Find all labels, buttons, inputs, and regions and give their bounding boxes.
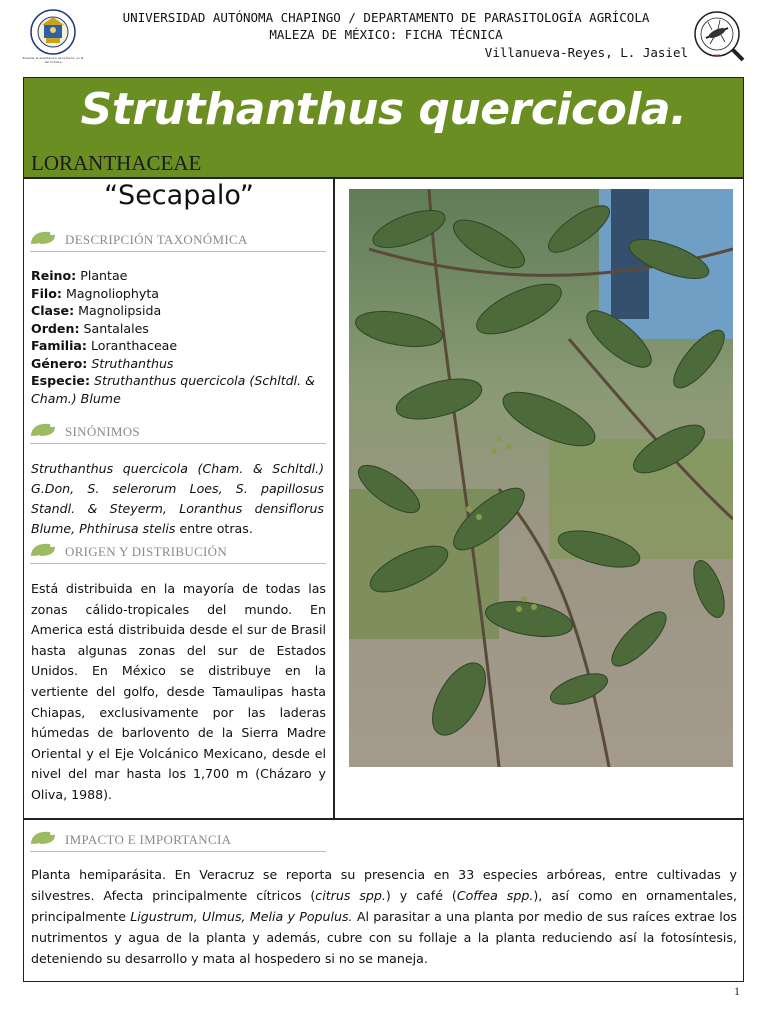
- logo-motto: Enseñar la explotación de la tierra, no la del hombre: [22, 56, 84, 64]
- impact-text-part: ) y café (: [385, 888, 457, 903]
- leaf-icon: [30, 542, 56, 557]
- impact-italic: Coffea spp.: [456, 888, 534, 903]
- origin-heading: [30, 541, 326, 564]
- taxonomy-value: Struthanthus quercicola: [94, 373, 246, 388]
- header-institution: UNIVERSIDAD AUTÓNOMA CHAPINGO / DEPARTAMENTO DE PARASITOLOGÍA AGRÍCOLA: [122, 10, 650, 25]
- leaf-icon: [30, 422, 56, 437]
- scientific-name: Struthanthus quercicola.: [80, 84, 687, 135]
- taxonomy-heading-label: DESCRIPCIÓN TAXONÓMICA: [65, 232, 248, 247]
- taxonomy-label: Familia:: [31, 338, 87, 353]
- taxonomy-label: Orden:: [31, 320, 80, 336]
- svg-text:•••: •••: [713, 53, 721, 57]
- taxonomy-heading: [30, 229, 326, 252]
- leaf-icon: [30, 230, 56, 245]
- parasitology-logo: [688, 8, 750, 66]
- synonyms-heading: [30, 421, 326, 444]
- chapingo-logo: [22, 8, 84, 66]
- leaf-icon: [30, 830, 56, 845]
- taxonomy-row: [31, 372, 327, 390]
- synonyms-list: Struthanthus quercicola (Cham. & Schltdl.) G.Don, S. selerorum Loes, S. papillosus Standl. & Steyerm, Loranthus densiflorus Blume, Phthirusa stelis: [31, 461, 324, 536]
- page-number: 1: [734, 984, 740, 998]
- taxonomy-row: [31, 390, 327, 408]
- taxonomy-label: Especie:: [31, 373, 91, 388]
- origin-heading-label: ORIGEN Y DISTRIBUCIÓN: [65, 544, 228, 559]
- synonyms-text: [31, 459, 324, 539]
- taxonomy-row: [31, 285, 327, 303]
- banner-divider: [24, 177, 743, 179]
- taxonomy-label: Reino:: [31, 268, 77, 283]
- taxonomy-value: Magnolipsida: [78, 303, 162, 318]
- impact-heading: [30, 829, 326, 852]
- synonyms-heading-label: SINÓNIMOS: [65, 424, 140, 439]
- taxonomy-row: [31, 320, 327, 338]
- taxonomy-label: Género:: [31, 355, 88, 371]
- taxonomy-list: [31, 267, 327, 407]
- taxonomy-row: [31, 337, 327, 355]
- taxonomy-label: Filo:: [31, 285, 62, 301]
- common-name: “Secapalo”: [104, 180, 254, 211]
- taxonomy-label: Clase:: [31, 303, 75, 318]
- impact-text-part: Al parasitar a una planta por medio de sus raíces extrae los nutrimentos y agua de la planta y además, cubre con su follaje a la planta reduciendo así la fotosíntesis, deteniendo su desarrollo y mata al hospedero si no se maneja.: [31, 909, 737, 966]
- synonyms-suffix: entre otras.: [175, 521, 253, 536]
- impact-text: [31, 864, 737, 969]
- taxonomy-row: [31, 355, 327, 373]
- taxonomy-value: Santalales: [83, 320, 149, 336]
- impact-divider: [24, 818, 743, 820]
- column-divider: [333, 178, 335, 818]
- header-author: Villanueva-Reyes, L. Jasiel: [484, 45, 688, 60]
- origin-text: Está distribuida en la mayoría de todas las zonas cálido-tropicales del mundo. En America está distribuida desde el sur de Brasil hasta algunas zonas del sur de Estados Unidos. En México se distribuye en la vertiente del golfo, desde Tamaulipas hasta Chiapas, exclusivamente por las laderas húmedas de barlovento de la Sierra Madre Oriental y el Eje Volcánico Mexicano, desde el nivel del mar hasta los 1,700 m (Cházaro y Oliva, 1988).: [31, 581, 326, 802]
- taxonomy-value-extra: (Schltdl. &: [249, 373, 315, 388]
- impact-text-part: Planta hemiparásita. En Veracruz se reporta su presencia en 33 especies arbóreas, entre cultivadas y silvestres. Afecta principalmente cítricos (: [31, 867, 737, 903]
- impact-heading-label: IMPACTO E IMPORTANCIA: [65, 832, 232, 847]
- impact-italic: citrus spp.: [315, 888, 386, 903]
- taxonomy-value: Cham.) Blume: [31, 390, 121, 406]
- header-subtitle: MALEZA DE MÉXICO: FICHA TÉCNICA: [269, 27, 503, 42]
- plant-photo: [349, 189, 733, 767]
- taxonomy-value: Plantae: [80, 268, 128, 283]
- taxonomy-row: [31, 302, 327, 320]
- taxonomy-row: [31, 267, 327, 285]
- taxonomy-value: Loranthaceae: [91, 338, 178, 353]
- impact-italic: Ligustrum, Ulmus, Melia y Populus.: [130, 909, 353, 924]
- impact-text-part: ), así como en ornamentales, principalmente: [31, 888, 737, 924]
- family-name: LORANTHACEAE: [31, 151, 202, 175]
- taxonomy-value: Magnoliophyta: [65, 285, 160, 301]
- taxonomy-value: Struthanthus: [91, 355, 174, 371]
